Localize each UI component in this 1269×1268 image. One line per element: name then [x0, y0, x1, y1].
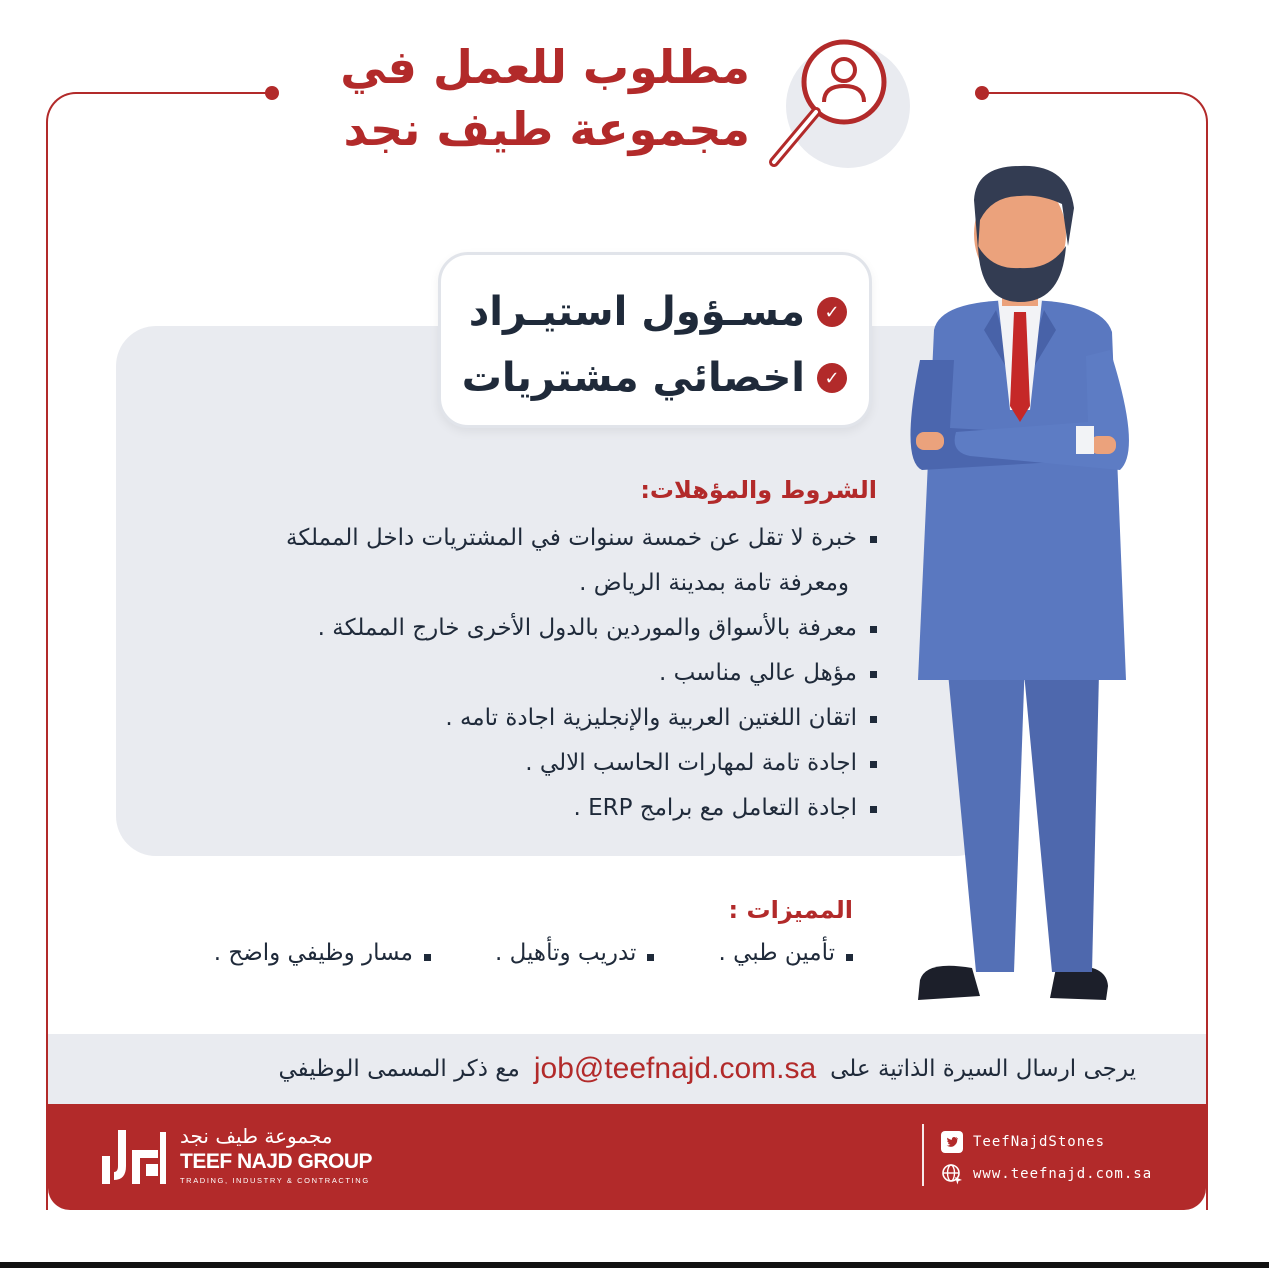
benefits-title: المميزات :: [728, 896, 853, 924]
job-title-row: [441, 279, 847, 345]
headline-line-1: مطلوب للعمل في: [340, 40, 750, 94]
footer: [48, 1104, 1206, 1210]
apply-bar: [48, 1034, 1206, 1104]
requirement-item: اجادة تامة لمهارات الحاسب الالي .: [137, 741, 877, 786]
job-title: اخصائي مشتريات: [461, 355, 805, 401]
benefits-list: [214, 940, 853, 966]
logo-english-name: TEEF NAJD GROUP: [180, 1150, 373, 1173]
logo-arabic-name: مجموعة طيف نجد: [180, 1124, 333, 1148]
job-title: مسـؤول استيـراد: [468, 289, 805, 335]
website-link[interactable]: [941, 1158, 1171, 1190]
benefit-item: مسار وظيفي واضح .: [214, 940, 431, 966]
social-links: [941, 1126, 1171, 1190]
requirement-item: مؤهل عالي مناسب .: [137, 651, 877, 696]
requirement-item: معرفة بالأسواق والموردين بالدول الأخرى خارج المملكة .: [137, 606, 877, 651]
company-logo: [100, 1122, 373, 1188]
headline-line-2: مجموعة طيف نجد: [343, 102, 750, 156]
requirement-text: خبرة لا تقل عن خمسة سنوات في المشتريات داخل المملكة: [286, 525, 857, 551]
bottom-edge-bar: [0, 1262, 1269, 1268]
globe-icon: [941, 1163, 963, 1185]
requirement-text-continuation: ومعرفة تامة بمدينة الرياض .: [579, 570, 849, 596]
apply-email-link[interactable]: job@teefnajd.com.sa: [533, 1052, 817, 1085]
twitter-icon: [941, 1131, 963, 1153]
requirement-item: [137, 516, 877, 606]
frame-dot-right: [975, 86, 989, 100]
headline: [300, 36, 750, 160]
teef-najd-logo-mark: [100, 1126, 166, 1186]
benefit-item: تدريب وتأهيل .: [495, 940, 655, 966]
twitter-handle: TeefNajdStones: [973, 1134, 1106, 1150]
check-circle-icon: ✓: [817, 297, 847, 327]
requirements-title: الشروط والمؤهلات:: [640, 476, 877, 504]
job-title-row: [441, 345, 847, 411]
logo-tagline: TRADING, INDUSTRY & CONTRACTING: [180, 1176, 370, 1185]
benefit-item: تأمين طبي .: [718, 940, 853, 966]
twitter-link[interactable]: [941, 1126, 1171, 1158]
website-url: www.teefnajd.com.sa: [973, 1166, 1153, 1182]
frame-dot-left: [265, 86, 279, 100]
apply-instructions: يرجى ارسال السيرة الذاتية على: [830, 1056, 1136, 1082]
businessman-illustration: [880, 160, 1160, 1010]
apply-instructions-suffix: مع ذكر المسمى الوظيفي: [278, 1056, 520, 1082]
check-circle-icon: ✓: [817, 363, 847, 393]
requirement-item: اجادة التعامل مع برامج ERP .: [137, 786, 877, 831]
footer-divider: [922, 1124, 924, 1186]
job-titles-card: [438, 252, 872, 428]
requirement-item: اتقان اللغتين العربية والإنجليزية اجادة تامه .: [137, 696, 877, 741]
requirements-list: [137, 516, 877, 831]
